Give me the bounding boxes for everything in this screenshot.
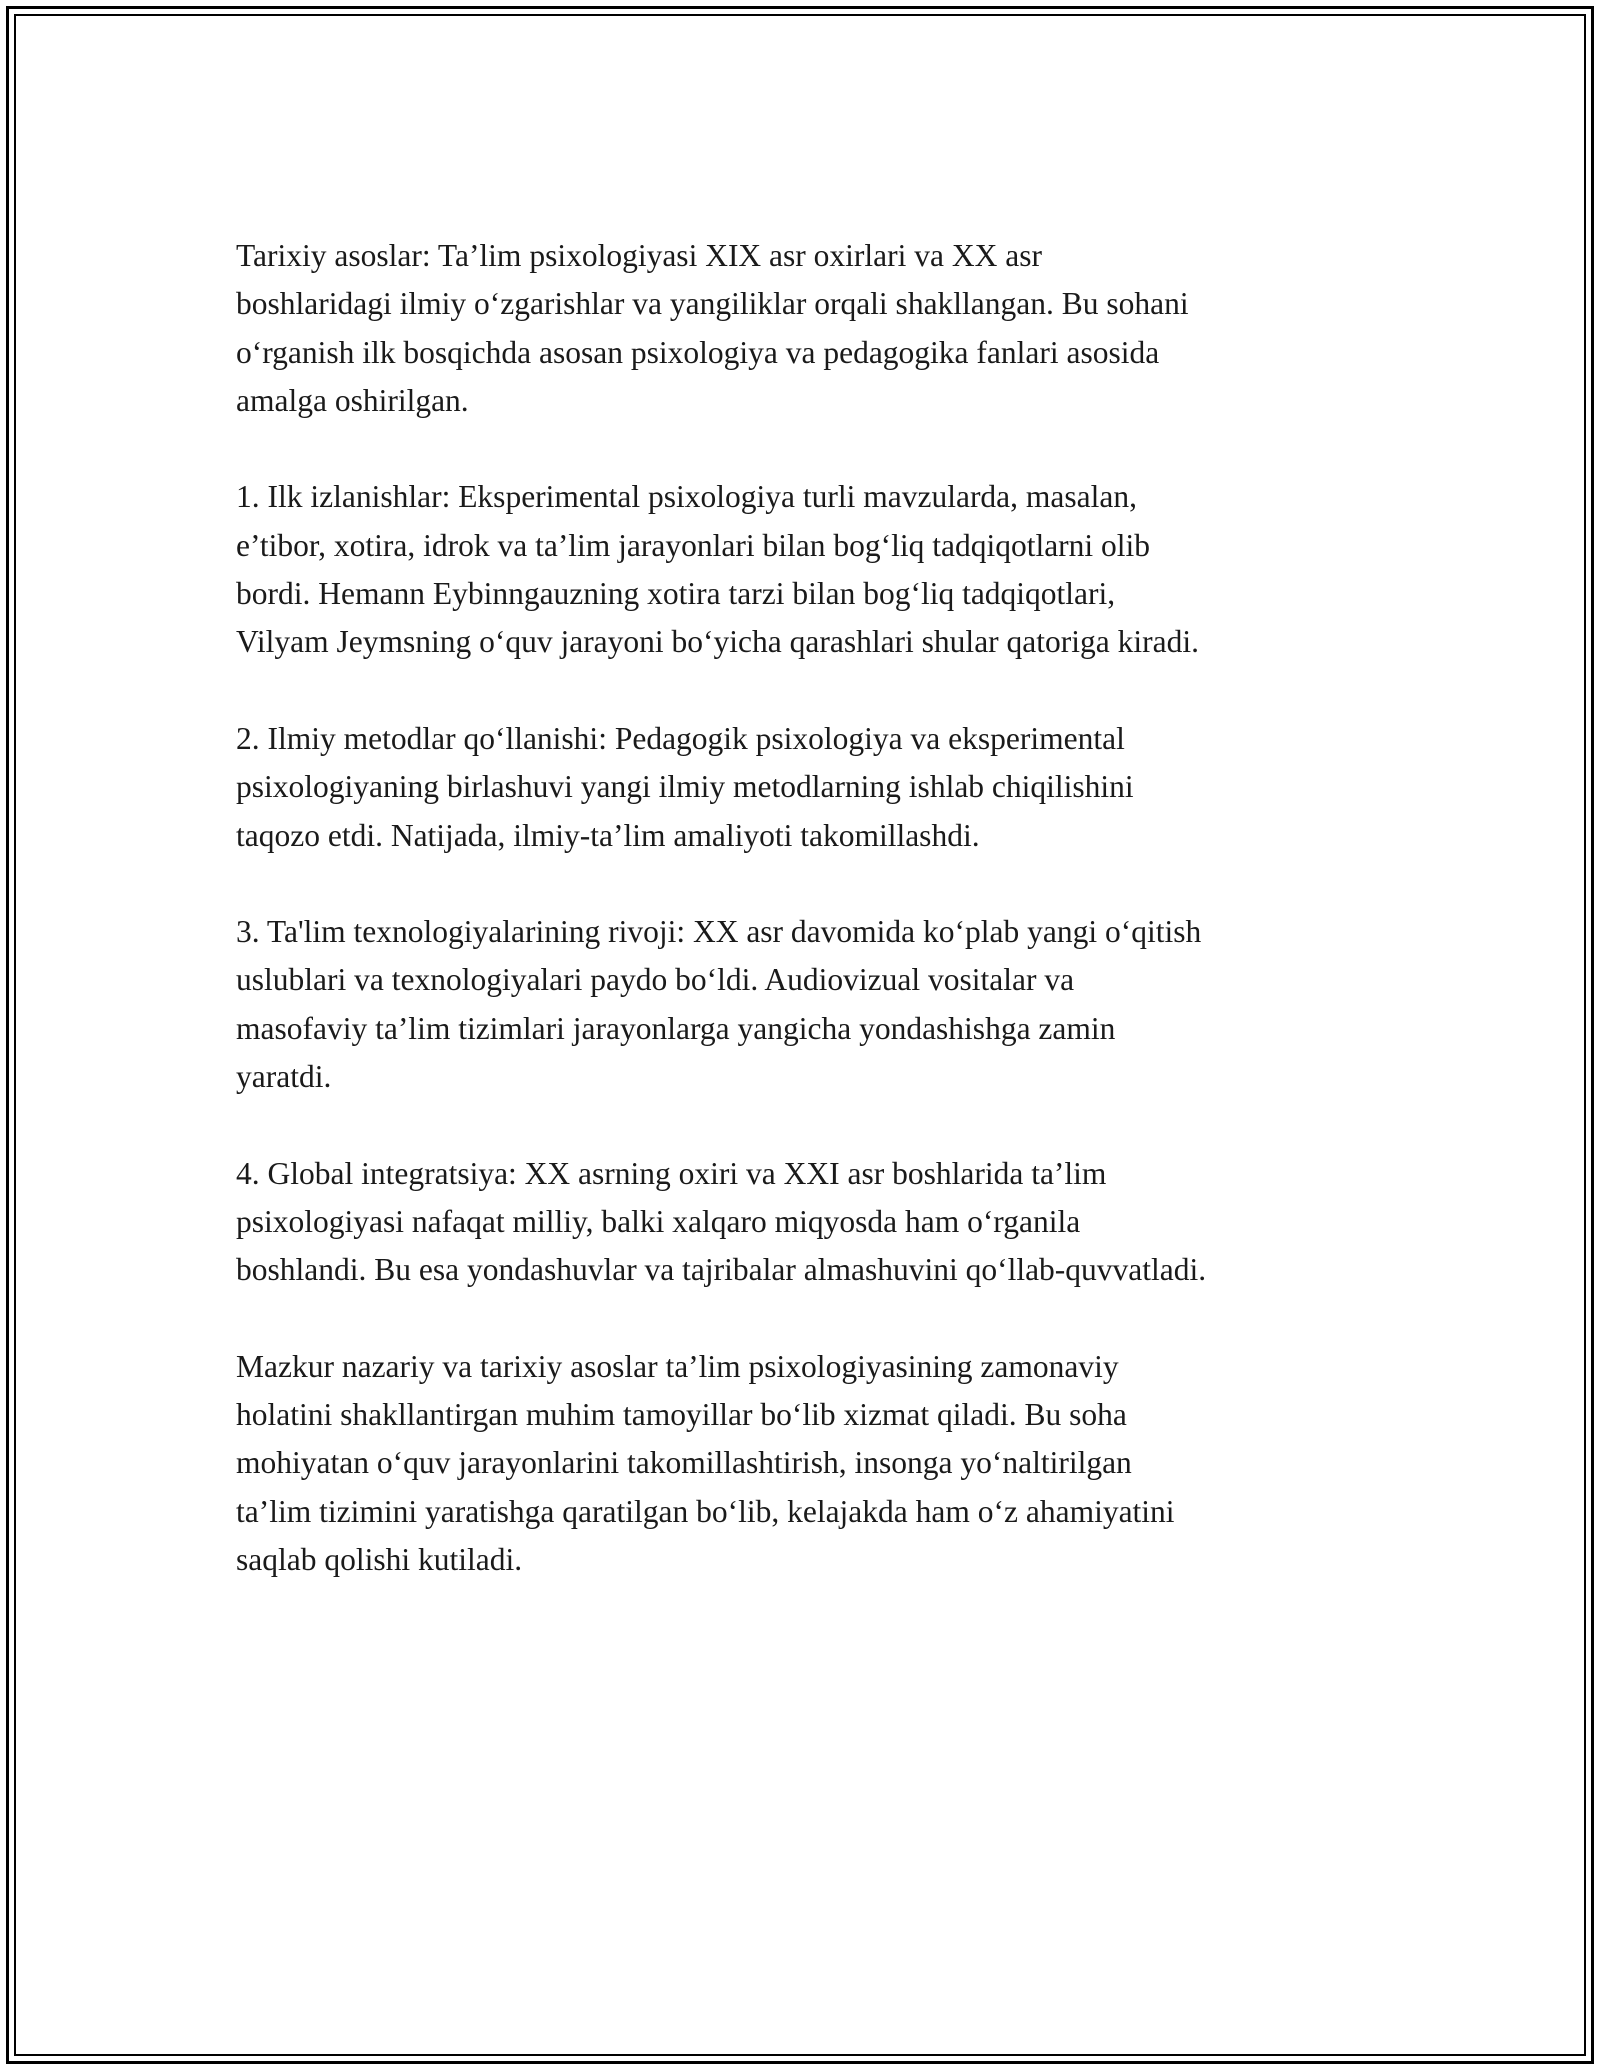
text-line: 3. Ta'lim texnologiyalarining rivoji: XX asr davomida koʻplab yangi oʻqitish [236, 914, 1202, 950]
text-line: oʻrganish ilk bosqichda asosan psixologiya va pedagogika fanlari asosida [236, 334, 1160, 370]
text-line: taqozo etdi. Natijada, ilmiy-ta’lim amaliyoti takomillashdi. [236, 817, 980, 853]
text-line: Tarixiy asoslar: Ta’lim psixologiyasi XIX asr oxirlari va XX asr [236, 238, 1042, 273]
text-line: ta’lim tizimini yaratishga qaratilgan boʻlib, kelajakda ham oʻz ahamiyatini [236, 1493, 1175, 1529]
text-line: psixologiyasi nafaqat milliy, balki xalqaro miqyosda ham oʻrganila [236, 1203, 1081, 1239]
text-line: yaratdi. [236, 1059, 332, 1095]
paragraph-historical-foundations [236, 232, 1396, 425]
text-line: 2. Ilmiy metodlar qoʻllanishi: Pedagogik psixologiya va eksperimental [236, 720, 1125, 756]
text-line: bordi. Hemann Eybinngauzning xotira tarzi bilan bogʻliq tadqiqotlari, [236, 576, 1116, 612]
paragraph-global-integration [236, 1150, 1396, 1295]
text-line: boshlandi. Bu esa yondashuvlar va tajribalar almashuvini qoʻllab-quvvatladi. [236, 1252, 1207, 1288]
text-line: 1. Ilk izlanishlar: Eksperimental psixologiya turli mavzularda, masalan, [236, 479, 1137, 515]
text-line: boshlaridagi ilmiy oʻzgarishlar va yangiliklar orqali shakllangan. Bu sohani [236, 286, 1189, 322]
text-line: psixologiyaning birlashuvi yangi ilmiy metodlarning ishlab chiqilishini [236, 769, 1134, 805]
text-line: e’tibor, xotira, idrok va ta’lim jarayonlari bilan bogʻliq tadqiqotlarni olib [236, 527, 1151, 563]
text-line: Mazkur nazariy va tarixiy asoslar ta’lim psixologiyasining zamonaviy [236, 1348, 1119, 1384]
document-body [236, 232, 1396, 1584]
text-line: amalga oshirilgan. [236, 382, 469, 418]
paragraph-early-research [236, 473, 1396, 666]
text-line: saqlab qolishi kutiladi. [236, 1542, 523, 1578]
text-line: uslublari va texnologiyalari paydo boʻldi. Audiovizual vositalar va [236, 962, 1075, 998]
text-line: masofaviy ta’lim tizimlari jarayonlarga yangicha yondashishga zamin [236, 1010, 1116, 1046]
paragraph-conclusion [236, 1343, 1396, 1584]
paragraph-education-technologies [236, 908, 1396, 1101]
paragraph-scientific-methods [236, 715, 1396, 860]
text-line: holatini shakllantirgan muhim tamoyillar boʻlib xizmat qiladi. Bu soha [236, 1397, 1127, 1433]
text-line: Vilyam Jeymsning oʻquv jarayoni boʻyicha qarashlari shular qatoriga kiradi. [236, 624, 1199, 660]
text-line: mohiyatan oʻquv jarayonlarini takomillashtirish, insonga yoʻnaltirilgan [236, 1445, 1132, 1481]
text-line: 4. Global integratsiya: XX asrning oxiri va XXI asr boshlarida ta’lim [236, 1155, 1107, 1191]
